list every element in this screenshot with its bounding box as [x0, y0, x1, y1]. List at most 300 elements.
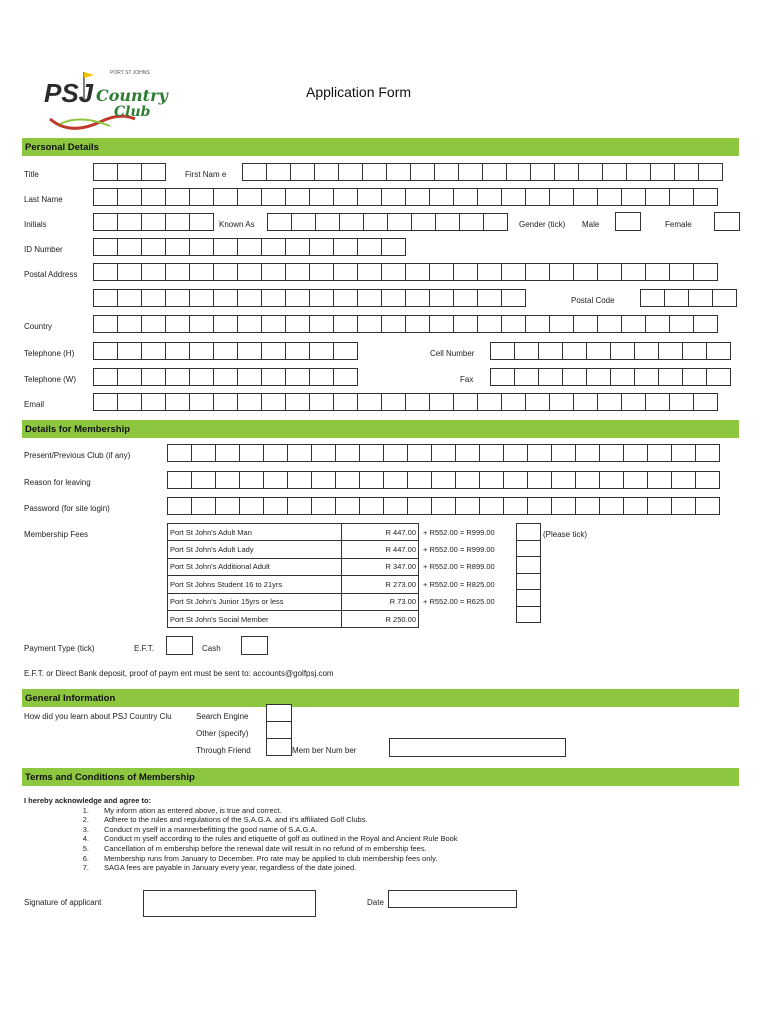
id-number-field[interactable] — [93, 238, 405, 256]
input-cell[interactable] — [189, 188, 214, 206]
input-cell[interactable] — [527, 471, 552, 489]
input-cell[interactable] — [549, 315, 574, 333]
input-cell[interactable] — [688, 289, 713, 307]
input-cell[interactable] — [117, 315, 142, 333]
input-cell[interactable] — [339, 213, 364, 231]
input-cell[interactable] — [431, 471, 456, 489]
input-cell[interactable] — [383, 444, 408, 462]
input-cell[interactable] — [458, 163, 483, 181]
input-cell[interactable] — [333, 368, 358, 386]
input-cell[interactable] — [165, 289, 190, 307]
input-cell[interactable] — [117, 289, 142, 307]
input-cell[interactable] — [405, 315, 430, 333]
input-cell[interactable] — [237, 368, 262, 386]
member-number-field[interactable] — [389, 738, 566, 757]
input-cell[interactable] — [333, 315, 358, 333]
input-cell[interactable] — [189, 289, 214, 307]
input-cell[interactable] — [386, 163, 411, 181]
input-cell[interactable] — [695, 444, 720, 462]
fee-tick-checkbox[interactable] — [516, 589, 541, 607]
input-cell[interactable] — [93, 315, 118, 333]
input-cell[interactable] — [658, 368, 683, 386]
input-cell[interactable] — [483, 213, 508, 231]
input-cell[interactable] — [261, 263, 286, 281]
input-cell[interactable] — [429, 263, 454, 281]
input-cell[interactable] — [93, 163, 118, 181]
input-cell[interactable] — [578, 163, 603, 181]
input-cell[interactable] — [573, 188, 598, 206]
input-cell[interactable] — [664, 289, 689, 307]
input-cell[interactable] — [647, 444, 672, 462]
input-cell[interactable] — [405, 393, 430, 411]
input-cell[interactable] — [237, 289, 262, 307]
input-cell[interactable] — [117, 188, 142, 206]
male-checkbox[interactable] — [615, 212, 641, 231]
input-cell[interactable] — [477, 188, 502, 206]
input-cell[interactable] — [285, 263, 310, 281]
input-cell[interactable] — [311, 497, 336, 515]
input-cell[interactable] — [357, 315, 382, 333]
input-cell[interactable] — [647, 497, 672, 515]
input-cell[interactable] — [189, 393, 214, 411]
input-cell[interactable] — [459, 213, 484, 231]
input-cell[interactable] — [586, 368, 611, 386]
input-cell[interactable] — [357, 238, 382, 256]
input-cell[interactable] — [610, 342, 635, 360]
input-cell[interactable] — [165, 263, 190, 281]
input-cell[interactable] — [551, 471, 576, 489]
input-cell[interactable] — [261, 238, 286, 256]
title-field[interactable] — [93, 163, 165, 181]
input-cell[interactable] — [549, 393, 574, 411]
input-cell[interactable] — [658, 342, 683, 360]
input-cell[interactable] — [333, 393, 358, 411]
input-cell[interactable] — [213, 368, 238, 386]
input-cell[interactable] — [453, 289, 478, 307]
input-cell[interactable] — [575, 497, 600, 515]
input-cell[interactable] — [693, 263, 718, 281]
input-cell[interactable] — [189, 368, 214, 386]
input-cell[interactable] — [682, 342, 707, 360]
input-cell[interactable] — [191, 471, 216, 489]
input-cell[interactable] — [623, 497, 648, 515]
input-cell[interactable] — [359, 444, 384, 462]
input-cell[interactable] — [309, 188, 334, 206]
input-cell[interactable] — [363, 213, 388, 231]
input-cell[interactable] — [501, 393, 526, 411]
eft-checkbox[interactable] — [166, 636, 193, 655]
input-cell[interactable] — [359, 497, 384, 515]
input-cell[interactable] — [527, 497, 552, 515]
input-cell[interactable] — [285, 289, 310, 307]
input-cell[interactable] — [309, 315, 334, 333]
input-cell[interactable] — [387, 213, 412, 231]
input-cell[interactable] — [335, 471, 360, 489]
input-cell[interactable] — [263, 497, 288, 515]
prev-club-field[interactable] — [167, 444, 719, 462]
input-cell[interactable] — [645, 315, 670, 333]
input-cell[interactable] — [167, 497, 192, 515]
input-cell[interactable] — [693, 188, 718, 206]
input-cell[interactable] — [141, 213, 166, 231]
input-cell[interactable] — [189, 342, 214, 360]
input-cell[interactable] — [682, 368, 707, 386]
input-cell[interactable] — [333, 238, 358, 256]
input-cell[interactable] — [357, 393, 382, 411]
input-cell[interactable] — [435, 213, 460, 231]
input-cell[interactable] — [141, 263, 166, 281]
input-cell[interactable] — [261, 393, 286, 411]
input-cell[interactable] — [381, 393, 406, 411]
input-cell[interactable] — [314, 163, 339, 181]
input-cell[interactable] — [215, 497, 240, 515]
input-cell[interactable] — [213, 342, 238, 360]
input-cell[interactable] — [189, 315, 214, 333]
input-cell[interactable] — [501, 263, 526, 281]
input-cell[interactable] — [527, 444, 552, 462]
input-cell[interactable] — [429, 393, 454, 411]
input-cell[interactable] — [309, 238, 334, 256]
input-cell[interactable] — [623, 471, 648, 489]
input-cell[interactable] — [315, 213, 340, 231]
other-checkbox[interactable] — [266, 721, 292, 739]
input-cell[interactable] — [650, 163, 675, 181]
input-cell[interactable] — [311, 471, 336, 489]
input-cell[interactable] — [455, 497, 480, 515]
input-cell[interactable] — [117, 163, 142, 181]
input-cell[interactable] — [117, 213, 142, 231]
input-cell[interactable] — [335, 444, 360, 462]
known-as-field[interactable] — [267, 213, 507, 231]
input-cell[interactable] — [671, 497, 696, 515]
input-cell[interactable] — [503, 471, 528, 489]
postal-code-field[interactable] — [640, 289, 736, 307]
password-field[interactable] — [167, 497, 719, 515]
tel-h-field[interactable] — [93, 342, 357, 360]
input-cell[interactable] — [530, 163, 555, 181]
input-cell[interactable] — [431, 497, 456, 515]
input-cell[interactable] — [266, 163, 291, 181]
input-cell[interactable] — [501, 188, 526, 206]
input-cell[interactable] — [525, 393, 550, 411]
input-cell[interactable] — [141, 163, 166, 181]
input-cell[interactable] — [586, 342, 611, 360]
input-cell[interactable] — [693, 393, 718, 411]
input-cell[interactable] — [381, 289, 406, 307]
input-cell[interactable] — [263, 471, 288, 489]
input-cell[interactable] — [551, 444, 576, 462]
input-cell[interactable] — [429, 289, 454, 307]
input-cell[interactable] — [189, 238, 214, 256]
last-name-field[interactable] — [93, 188, 717, 206]
input-cell[interactable] — [357, 263, 382, 281]
input-cell[interactable] — [525, 263, 550, 281]
input-cell[interactable] — [215, 444, 240, 462]
input-cell[interactable] — [309, 263, 334, 281]
input-cell[interactable] — [562, 342, 587, 360]
input-cell[interactable] — [93, 213, 118, 231]
input-cell[interactable] — [285, 342, 310, 360]
input-cell[interactable] — [335, 497, 360, 515]
input-cell[interactable] — [431, 444, 456, 462]
input-cell[interactable] — [362, 163, 387, 181]
input-cell[interactable] — [621, 263, 646, 281]
input-cell[interactable] — [93, 188, 118, 206]
input-cell[interactable] — [141, 393, 166, 411]
input-cell[interactable] — [669, 315, 694, 333]
input-cell[interactable] — [237, 238, 262, 256]
input-cell[interactable] — [333, 289, 358, 307]
input-cell[interactable] — [549, 263, 574, 281]
input-cell[interactable] — [669, 188, 694, 206]
input-cell[interactable] — [671, 444, 696, 462]
input-cell[interactable] — [165, 188, 190, 206]
input-cell[interactable] — [189, 263, 214, 281]
input-cell[interactable] — [242, 163, 267, 181]
input-cell[interactable] — [93, 393, 118, 411]
input-cell[interactable] — [634, 342, 659, 360]
input-cell[interactable] — [165, 213, 190, 231]
input-cell[interactable] — [309, 342, 334, 360]
input-cell[interactable] — [407, 471, 432, 489]
input-cell[interactable] — [338, 163, 363, 181]
input-cell[interactable] — [261, 188, 286, 206]
input-cell[interactable] — [237, 188, 262, 206]
input-cell[interactable] — [239, 444, 264, 462]
input-cell[interactable] — [610, 368, 635, 386]
input-cell[interactable] — [333, 188, 358, 206]
input-cell[interactable] — [165, 393, 190, 411]
fee-tick-checkbox[interactable] — [516, 540, 541, 558]
input-cell[interactable] — [506, 163, 531, 181]
input-cell[interactable] — [333, 263, 358, 281]
input-cell[interactable] — [357, 289, 382, 307]
input-cell[interactable] — [671, 471, 696, 489]
input-cell[interactable] — [309, 289, 334, 307]
country-field[interactable] — [93, 315, 717, 333]
input-cell[interactable] — [538, 368, 563, 386]
input-cell[interactable] — [575, 471, 600, 489]
input-cell[interactable] — [434, 163, 459, 181]
input-cell[interactable] — [141, 368, 166, 386]
input-cell[interactable] — [141, 342, 166, 360]
input-cell[interactable] — [117, 368, 142, 386]
input-cell[interactable] — [191, 497, 216, 515]
date-field[interactable] — [388, 890, 517, 908]
search-engine-checkbox[interactable] — [266, 704, 292, 722]
input-cell[interactable] — [429, 315, 454, 333]
input-cell[interactable] — [287, 497, 312, 515]
input-cell[interactable] — [554, 163, 579, 181]
input-cell[interactable] — [215, 471, 240, 489]
fee-tick-checkbox[interactable] — [516, 523, 541, 541]
input-cell[interactable] — [695, 471, 720, 489]
input-cell[interactable] — [285, 188, 310, 206]
input-cell[interactable] — [357, 188, 382, 206]
input-cell[interactable] — [267, 213, 292, 231]
input-cell[interactable] — [503, 444, 528, 462]
input-cell[interactable] — [453, 315, 478, 333]
input-cell[interactable] — [239, 497, 264, 515]
input-cell[interactable] — [239, 471, 264, 489]
input-cell[interactable] — [706, 342, 731, 360]
signature-field[interactable] — [143, 890, 316, 917]
input-cell[interactable] — [597, 188, 622, 206]
input-cell[interactable] — [706, 368, 731, 386]
input-cell[interactable] — [669, 393, 694, 411]
input-cell[interactable] — [477, 263, 502, 281]
input-cell[interactable] — [291, 213, 316, 231]
input-cell[interactable] — [597, 263, 622, 281]
input-cell[interactable] — [213, 263, 238, 281]
input-cell[interactable] — [490, 368, 515, 386]
input-cell[interactable] — [623, 444, 648, 462]
input-cell[interactable] — [501, 315, 526, 333]
input-cell[interactable] — [381, 238, 406, 256]
input-cell[interactable] — [621, 315, 646, 333]
input-cell[interactable] — [477, 393, 502, 411]
input-cell[interactable] — [455, 444, 480, 462]
input-cell[interactable] — [621, 393, 646, 411]
input-cell[interactable] — [261, 315, 286, 333]
input-cell[interactable] — [117, 342, 142, 360]
input-cell[interactable] — [453, 263, 478, 281]
input-cell[interactable] — [549, 188, 574, 206]
input-cell[interactable] — [514, 368, 539, 386]
input-cell[interactable] — [477, 315, 502, 333]
input-cell[interactable] — [405, 188, 430, 206]
input-cell[interactable] — [117, 393, 142, 411]
through-friend-checkbox[interactable] — [266, 738, 292, 756]
female-checkbox[interactable] — [714, 212, 740, 231]
input-cell[interactable] — [410, 163, 435, 181]
input-cell[interactable] — [141, 315, 166, 333]
input-cell[interactable] — [477, 289, 502, 307]
input-cell[interactable] — [645, 393, 670, 411]
input-cell[interactable] — [237, 315, 262, 333]
input-cell[interactable] — [407, 444, 432, 462]
input-cell[interactable] — [213, 188, 238, 206]
input-cell[interactable] — [213, 393, 238, 411]
input-cell[interactable] — [573, 263, 598, 281]
input-cell[interactable] — [669, 263, 694, 281]
input-cell[interactable] — [117, 263, 142, 281]
input-cell[interactable] — [597, 393, 622, 411]
postal-address-line1[interactable] — [93, 263, 717, 281]
input-cell[interactable] — [141, 238, 166, 256]
input-cell[interactable] — [453, 393, 478, 411]
input-cell[interactable] — [634, 368, 659, 386]
input-cell[interactable] — [551, 497, 576, 515]
input-cell[interactable] — [674, 163, 699, 181]
input-cell[interactable] — [261, 289, 286, 307]
input-cell[interactable] — [695, 497, 720, 515]
input-cell[interactable] — [525, 188, 550, 206]
input-cell[interactable] — [93, 238, 118, 256]
postal-address-line2[interactable] — [93, 289, 525, 307]
input-cell[interactable] — [599, 471, 624, 489]
input-cell[interactable] — [191, 444, 216, 462]
input-cell[interactable] — [263, 444, 288, 462]
first-name-field[interactable] — [242, 163, 722, 181]
input-cell[interactable] — [213, 238, 238, 256]
input-cell[interactable] — [141, 188, 166, 206]
input-cell[interactable] — [381, 263, 406, 281]
input-cell[interactable] — [429, 188, 454, 206]
input-cell[interactable] — [309, 368, 334, 386]
input-cell[interactable] — [712, 289, 737, 307]
input-cell[interactable] — [640, 289, 665, 307]
input-cell[interactable] — [93, 289, 118, 307]
input-cell[interactable] — [261, 368, 286, 386]
input-cell[interactable] — [411, 213, 436, 231]
input-cell[interactable] — [621, 188, 646, 206]
input-cell[interactable] — [381, 188, 406, 206]
input-cell[interactable] — [213, 315, 238, 333]
input-cell[interactable] — [287, 444, 312, 462]
input-cell[interactable] — [602, 163, 627, 181]
fee-tick-checkbox[interactable] — [516, 556, 541, 574]
input-cell[interactable] — [453, 188, 478, 206]
input-cell[interactable] — [479, 444, 504, 462]
input-cell[interactable] — [333, 342, 358, 360]
input-cell[interactable] — [575, 444, 600, 462]
input-cell[interactable] — [573, 393, 598, 411]
input-cell[interactable] — [525, 315, 550, 333]
input-cell[interactable] — [165, 342, 190, 360]
input-cell[interactable] — [383, 497, 408, 515]
input-cell[interactable] — [117, 238, 142, 256]
input-cell[interactable] — [597, 315, 622, 333]
input-cell[interactable] — [647, 471, 672, 489]
fee-tick-checkbox[interactable] — [516, 606, 541, 624]
input-cell[interactable] — [285, 315, 310, 333]
input-cell[interactable] — [407, 497, 432, 515]
input-cell[interactable] — [514, 342, 539, 360]
input-cell[interactable] — [538, 342, 563, 360]
input-cell[interactable] — [490, 342, 515, 360]
input-cell[interactable] — [261, 342, 286, 360]
input-cell[interactable] — [698, 163, 723, 181]
input-cell[interactable] — [213, 289, 238, 307]
input-cell[interactable] — [141, 289, 166, 307]
input-cell[interactable] — [93, 263, 118, 281]
input-cell[interactable] — [167, 444, 192, 462]
input-cell[interactable] — [311, 444, 336, 462]
input-cell[interactable] — [562, 368, 587, 386]
input-cell[interactable] — [503, 497, 528, 515]
input-cell[interactable] — [383, 471, 408, 489]
input-cell[interactable] — [359, 471, 384, 489]
input-cell[interactable] — [167, 471, 192, 489]
input-cell[interactable] — [645, 263, 670, 281]
input-cell[interactable] — [645, 188, 670, 206]
fax-field[interactable] — [490, 368, 730, 386]
input-cell[interactable] — [189, 213, 214, 231]
email-field[interactable] — [93, 393, 717, 411]
cell-field[interactable] — [490, 342, 730, 360]
input-cell[interactable] — [93, 342, 118, 360]
input-cell[interactable] — [309, 393, 334, 411]
input-cell[interactable] — [290, 163, 315, 181]
input-cell[interactable] — [285, 368, 310, 386]
input-cell[interactable] — [285, 393, 310, 411]
input-cell[interactable] — [237, 263, 262, 281]
input-cell[interactable] — [405, 263, 430, 281]
input-cell[interactable] — [381, 315, 406, 333]
input-cell[interactable] — [405, 289, 430, 307]
input-cell[interactable] — [165, 238, 190, 256]
